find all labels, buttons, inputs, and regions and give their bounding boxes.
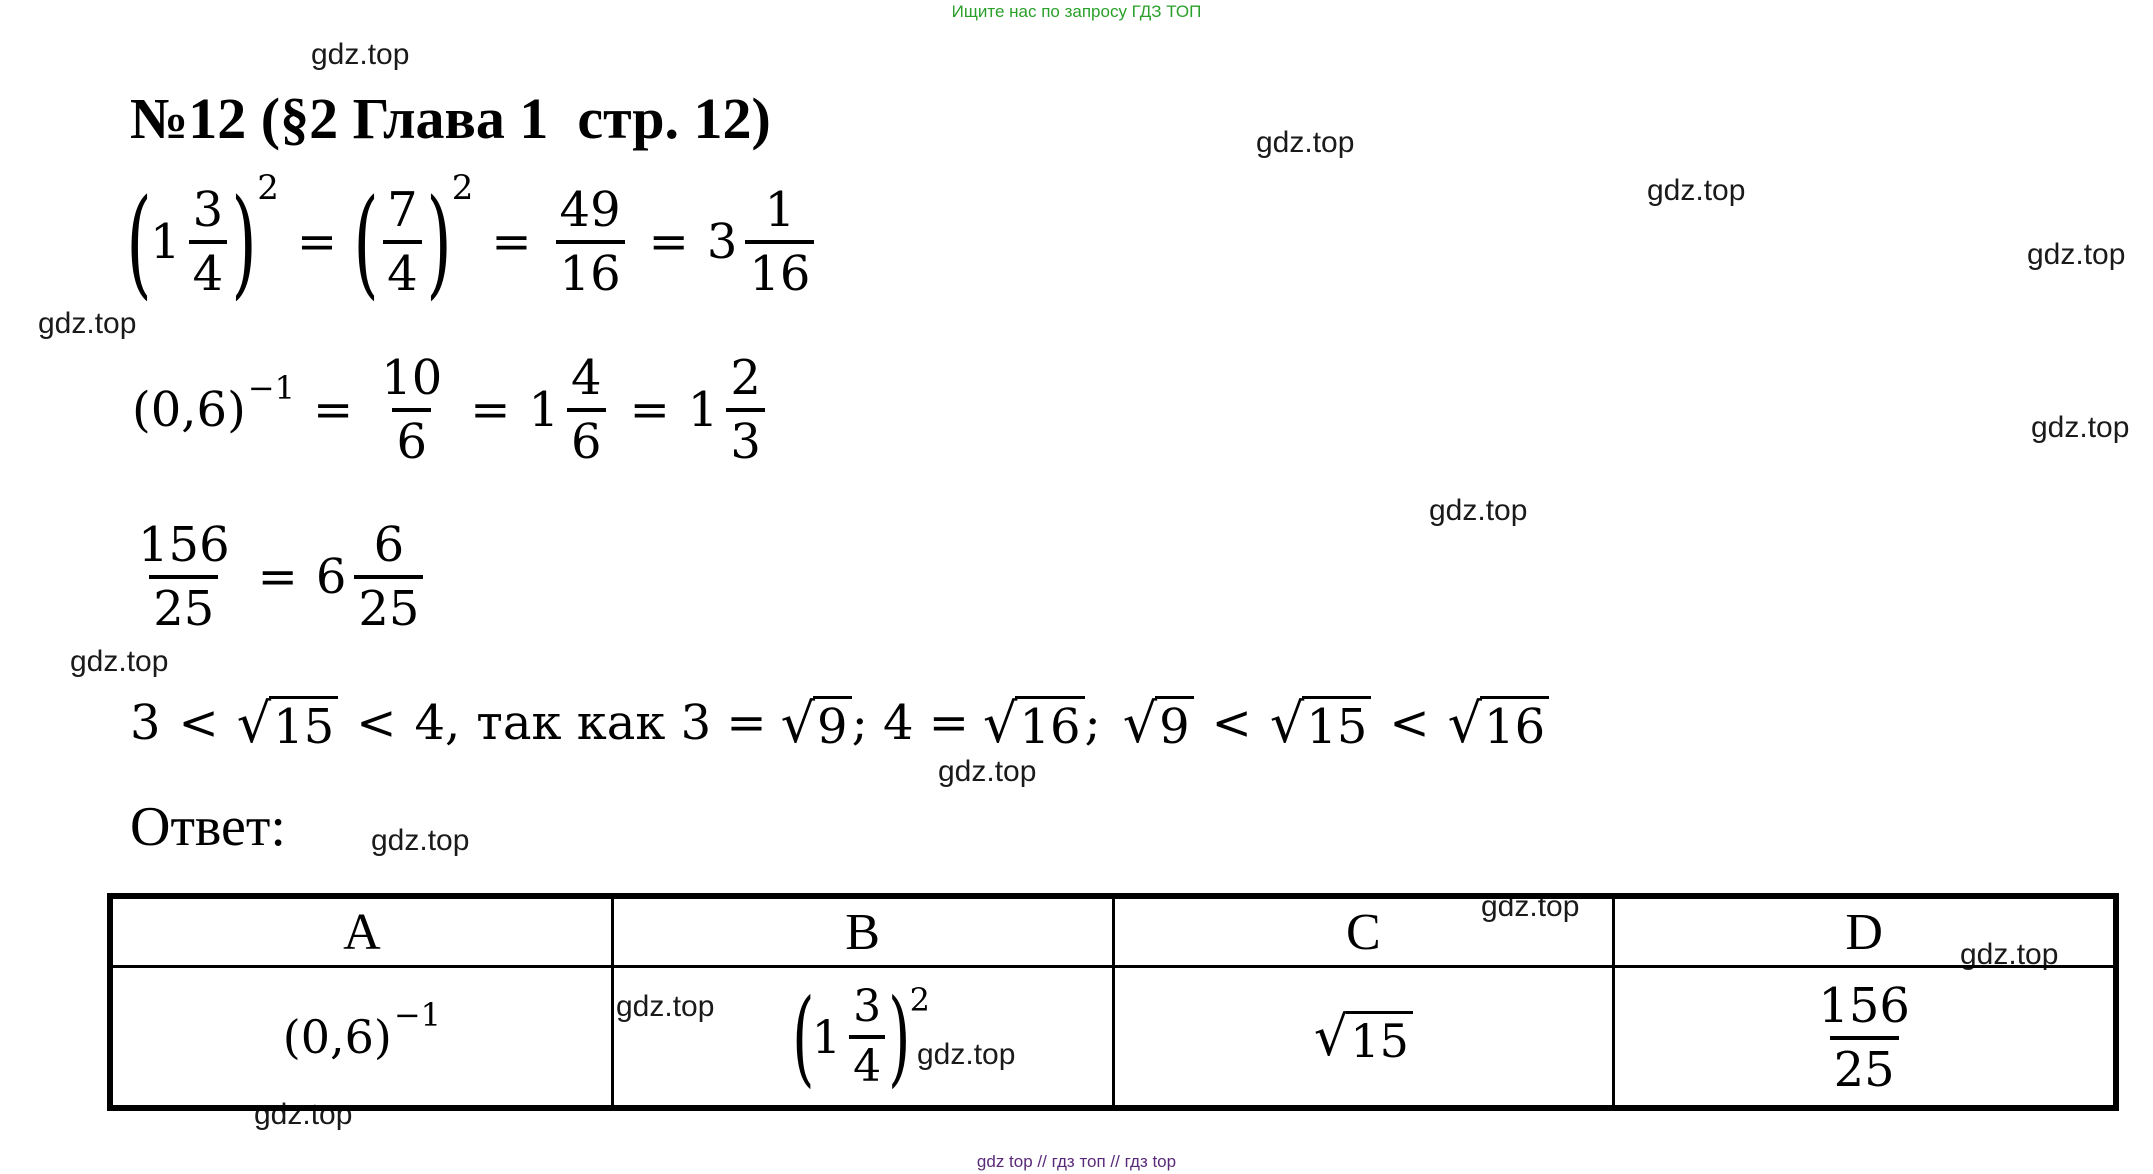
- square-root: [1123, 692, 1194, 755]
- watermark: gdz.top: [2031, 411, 2130, 444]
- watermark: gdz.top: [311, 38, 410, 71]
- numerator: 3: [853, 980, 882, 1032]
- explanation-text: так как 3 =: [476, 695, 767, 751]
- numerator: 10: [381, 350, 443, 406]
- equals-sign: =: [257, 549, 298, 605]
- denominator: 16: [556, 240, 625, 298]
- watermark: gdz.top: [1647, 174, 1746, 207]
- watermark: gdz.top: [917, 1038, 1016, 1071]
- denominator: 6: [567, 408, 606, 466]
- column-header-d: D: [1614, 898, 2115, 967]
- paren-open: (: [353, 173, 379, 311]
- fraction: [556, 182, 625, 302]
- fraction: [189, 182, 228, 302]
- equals-sign: =: [648, 214, 689, 270]
- less-than-sign: <: [1211, 695, 1252, 751]
- denominator: 3: [726, 408, 765, 466]
- watermark: gdz.top: [2027, 238, 2126, 271]
- exponent: 2: [909, 980, 931, 1019]
- fraction: [567, 350, 606, 470]
- radical-icon: √: [236, 691, 272, 755]
- radical-icon: √: [1269, 691, 1305, 755]
- denominator: 4: [189, 240, 228, 298]
- footer-links: gdz top // гдз топ // гдз top: [976, 1152, 1177, 1171]
- equals-sign: =: [470, 382, 511, 438]
- column-header-a: A: [112, 898, 613, 967]
- number: 3: [130, 695, 161, 751]
- fraction: [849, 980, 885, 1092]
- cell-a-expression: [282, 995, 441, 1064]
- numerator: 6: [373, 517, 405, 573]
- answer-label: Ответ:: [130, 796, 286, 858]
- radicand: 16: [1015, 696, 1084, 755]
- radical-icon: √: [780, 691, 816, 755]
- watermark: gdz.top: [1481, 890, 1580, 923]
- cell-d: [1614, 967, 2115, 1107]
- exponent: −1: [393, 995, 441, 1034]
- column-header-c: C: [1113, 898, 1614, 967]
- cell-b-expression: [792, 975, 931, 1098]
- base: (0,6): [132, 382, 246, 438]
- fraction: [377, 350, 446, 470]
- numerator: 3: [192, 182, 224, 238]
- radical-icon: √: [1313, 1005, 1349, 1068]
- less-than-sign: <: [178, 695, 219, 751]
- numerator: 1: [764, 182, 796, 238]
- cell-c: [1113, 967, 1614, 1107]
- cell-b: [612, 967, 1113, 1107]
- radicand: 15: [1302, 696, 1371, 755]
- equals-sign: =: [629, 382, 670, 438]
- header-notice: Ищите нас по запросу ГДЗ ТОП: [951, 2, 1202, 21]
- numerator: 2: [730, 350, 761, 406]
- column-header-b: B: [612, 898, 1113, 967]
- equation-line-3: [128, 512, 429, 642]
- radicand: 15: [269, 696, 338, 755]
- denominator: 4: [849, 1035, 885, 1089]
- radical-icon: √: [983, 691, 1018, 755]
- mixed-whole: 3: [706, 214, 738, 270]
- exponent: −1: [247, 369, 295, 407]
- answer-table-grid: [110, 896, 2116, 1108]
- exponent: 2: [257, 168, 279, 208]
- base: (0,6): [282, 1009, 392, 1064]
- watermark: gdz.top: [70, 645, 169, 678]
- watermark: gdz.top: [616, 990, 715, 1023]
- exponent: 2: [451, 168, 474, 208]
- numerator: 7: [387, 182, 418, 238]
- mixed-whole: 1: [687, 382, 719, 438]
- fraction: [745, 182, 814, 302]
- equation-line-4: [130, 690, 1549, 756]
- paren-close: ): [426, 173, 452, 311]
- mixed-whole: 1: [811, 1009, 842, 1064]
- watermark: gdz.top: [38, 307, 137, 340]
- paren-open: (: [792, 975, 815, 1098]
- denominator: 25: [1830, 1036, 1899, 1094]
- answer-table: [107, 893, 2119, 1111]
- denominator: 25: [354, 575, 423, 633]
- paren-close: ): [888, 975, 911, 1098]
- numerator: 49: [559, 182, 621, 238]
- separator-text: ;: [1084, 695, 1101, 751]
- number: 4,: [414, 695, 461, 751]
- equals-sign: =: [312, 382, 354, 438]
- page-title: №12 (§2 Глава 1 стр. 12): [130, 86, 771, 151]
- radicand: 9: [813, 696, 852, 755]
- paren-open: (: [126, 173, 152, 311]
- fraction: [1814, 978, 1914, 1098]
- less-than-sign: <: [356, 695, 397, 751]
- watermark: gdz.top: [938, 755, 1037, 788]
- square-root: [1270, 692, 1372, 755]
- square-root: [1448, 692, 1550, 755]
- denominator: 25: [149, 575, 218, 633]
- square-root: [1314, 1005, 1413, 1068]
- table-row: [112, 967, 2115, 1107]
- table-header-row: [112, 898, 2115, 967]
- watermark: gdz.top: [1960, 938, 2059, 971]
- denominator: 4: [383, 240, 422, 298]
- denominator: 16: [745, 240, 814, 298]
- numerator: 156: [1818, 978, 1910, 1034]
- square-root: [983, 692, 1085, 755]
- watermark: gdz.top: [1429, 494, 1528, 527]
- square-root: [781, 692, 852, 755]
- radicand: 16: [1480, 696, 1549, 755]
- mixed-whole: 6: [315, 549, 347, 605]
- radicand: 15: [1346, 1011, 1413, 1068]
- watermark: gdz.top: [371, 824, 470, 857]
- cell-a: [112, 967, 613, 1107]
- equation-line-2: [132, 345, 771, 475]
- paren-close: ): [231, 173, 257, 311]
- equals-sign: =: [491, 214, 532, 270]
- equation-line-1: [126, 168, 820, 312]
- square-root: [237, 692, 339, 755]
- numerator: 4: [571, 350, 602, 406]
- radical-icon: √: [1122, 691, 1158, 755]
- fraction: [383, 182, 422, 302]
- fraction: [726, 350, 765, 470]
- fraction: [134, 517, 234, 637]
- numerator: 156: [138, 517, 230, 573]
- watermark: gdz.top: [1256, 126, 1355, 159]
- fraction: [354, 517, 423, 637]
- equals-sign: =: [296, 214, 338, 270]
- mixed-whole: 1: [150, 214, 181, 270]
- radical-icon: √: [1447, 691, 1483, 755]
- radicand: 9: [1155, 696, 1194, 755]
- less-than-sign: <: [1389, 695, 1430, 751]
- watermark: gdz.top: [254, 1098, 353, 1131]
- denominator: 6: [392, 408, 431, 466]
- separator-text: ; 4 =: [851, 695, 970, 751]
- mixed-whole: 1: [528, 382, 560, 438]
